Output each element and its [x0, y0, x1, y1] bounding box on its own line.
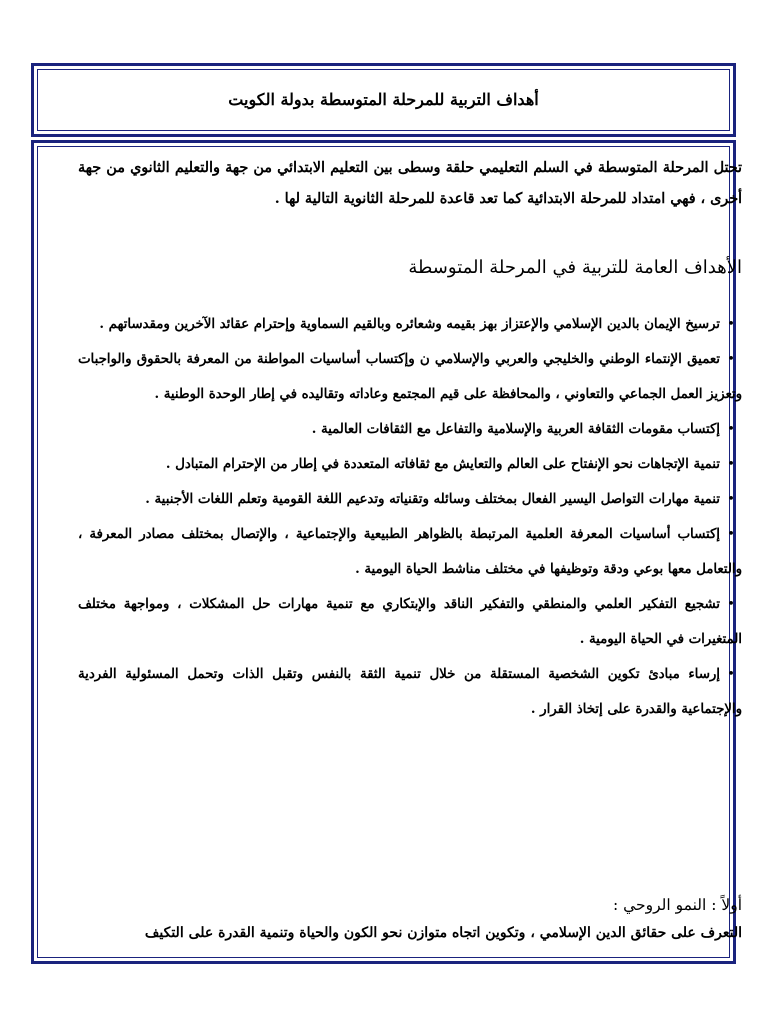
bullet-icon: • [727, 492, 735, 507]
goal-text: تعميق الإنتماء الوطني والخليجي والعربي والإسلامي ن وإكتساب أساسيات المواطنة من المعرفة بالحقوق والواجبات وتعزيز العمل الجماعي والتعاوني ، والمحافظة على قيم المجتمع وعاداته وتقاليده في إطار الوحدة الوطنية . [78, 352, 742, 402]
intro-paragraph: تحتل المرحلة المتوسطة في السلم التعليمي حلقة وسطى بين التعليم الابتدائي من جهة والتعليم الثانوي من جهة أخرى ، فهي امتداد للمرحلة الابتدائية كما تعد قاعدة للمرحلة الثانوية التالية لها . [78, 160, 742, 207]
bullet-icon: • [727, 527, 735, 542]
goal-item [78, 482, 742, 517]
goal-item [78, 517, 742, 587]
goal-text: تنمية الإتجاهات نحو الإنفتاح على العالم والتعايش مع ثقافاته المتعددة في إطار من الإحترام المتبادل . [165, 457, 720, 472]
document-title: أهداف التربية للمرحلة المتوسطة بدولة الكويت [228, 90, 539, 109]
spiritual-growth-section [78, 891, 742, 947]
goal-item [78, 587, 742, 657]
goal-text: إرساء مبادئ تكوين الشخصية المستقلة من خلال تنمية الثقة بالنفس وتقبل الذات وتحمل المسئولية الفردية والإجتماعية والقدرة على إتخاذ القرار . [78, 667, 742, 717]
goal-item [78, 657, 742, 727]
bullet-icon: • [727, 457, 735, 472]
goal-item [78, 307, 742, 342]
goal-text: إكتساب أساسيات المعرفة العلمية المرتبطة بالظواهر الطبيعية والإجتماعية ، والإتصال بمختلف مصادر المعرفة ، والتعامل معها بوعي ودقة وتوظيفها في مختلف مناشط الحياة اليومية . [78, 527, 742, 577]
goal-text: ترسيخ الإيمان بالدين الإسلامي والإعتزاز بهز بقيمه وشعائره وبالقيم السماوية وإحترام عقائد الآخرين ومقدساتهم . [99, 317, 720, 332]
goal-item [78, 342, 742, 412]
goal-item [78, 447, 742, 482]
bullet-icon: • [727, 352, 735, 367]
section-heading: أولاً : النمو الروحي : [612, 896, 742, 914]
goal-item [78, 412, 742, 447]
title-box [31, 63, 736, 137]
bullet-icon: • [727, 597, 735, 612]
goals-list [78, 307, 742, 727]
goal-text: تنمية مهارات التواصل اليسير الفعال بمختلف وسائله وتقنياته وتدعيم اللغة القومية وتعلم اللغات الأجنبية . [145, 492, 720, 507]
bullet-icon: • [727, 667, 735, 682]
goals-heading: الأهداف العامة للتربية في المرحلة المتوسطة [408, 257, 742, 278]
content-box [31, 140, 742, 964]
goal-text: إكتساب مقومات الثقافة العربية والإسلامية والتفاعل مع الثقافات العالمية . [311, 422, 720, 437]
goal-text: تشجيع التفكير العلمي والمنطقي والتفكير الناقد والإبتكاري مع تنمية مهارات حل المشكلات ، ومواجهة مختلف المتغيرات في الحياة اليومية . [78, 597, 742, 647]
section-text: التعرف على حقائق الدين الإسلامي ، وتكوين اتجاه متوازن نحو الكون والحياة وتنمية القدرة على التكيف [144, 925, 742, 941]
bullet-icon: • [727, 317, 735, 332]
bullet-icon: • [727, 422, 735, 437]
